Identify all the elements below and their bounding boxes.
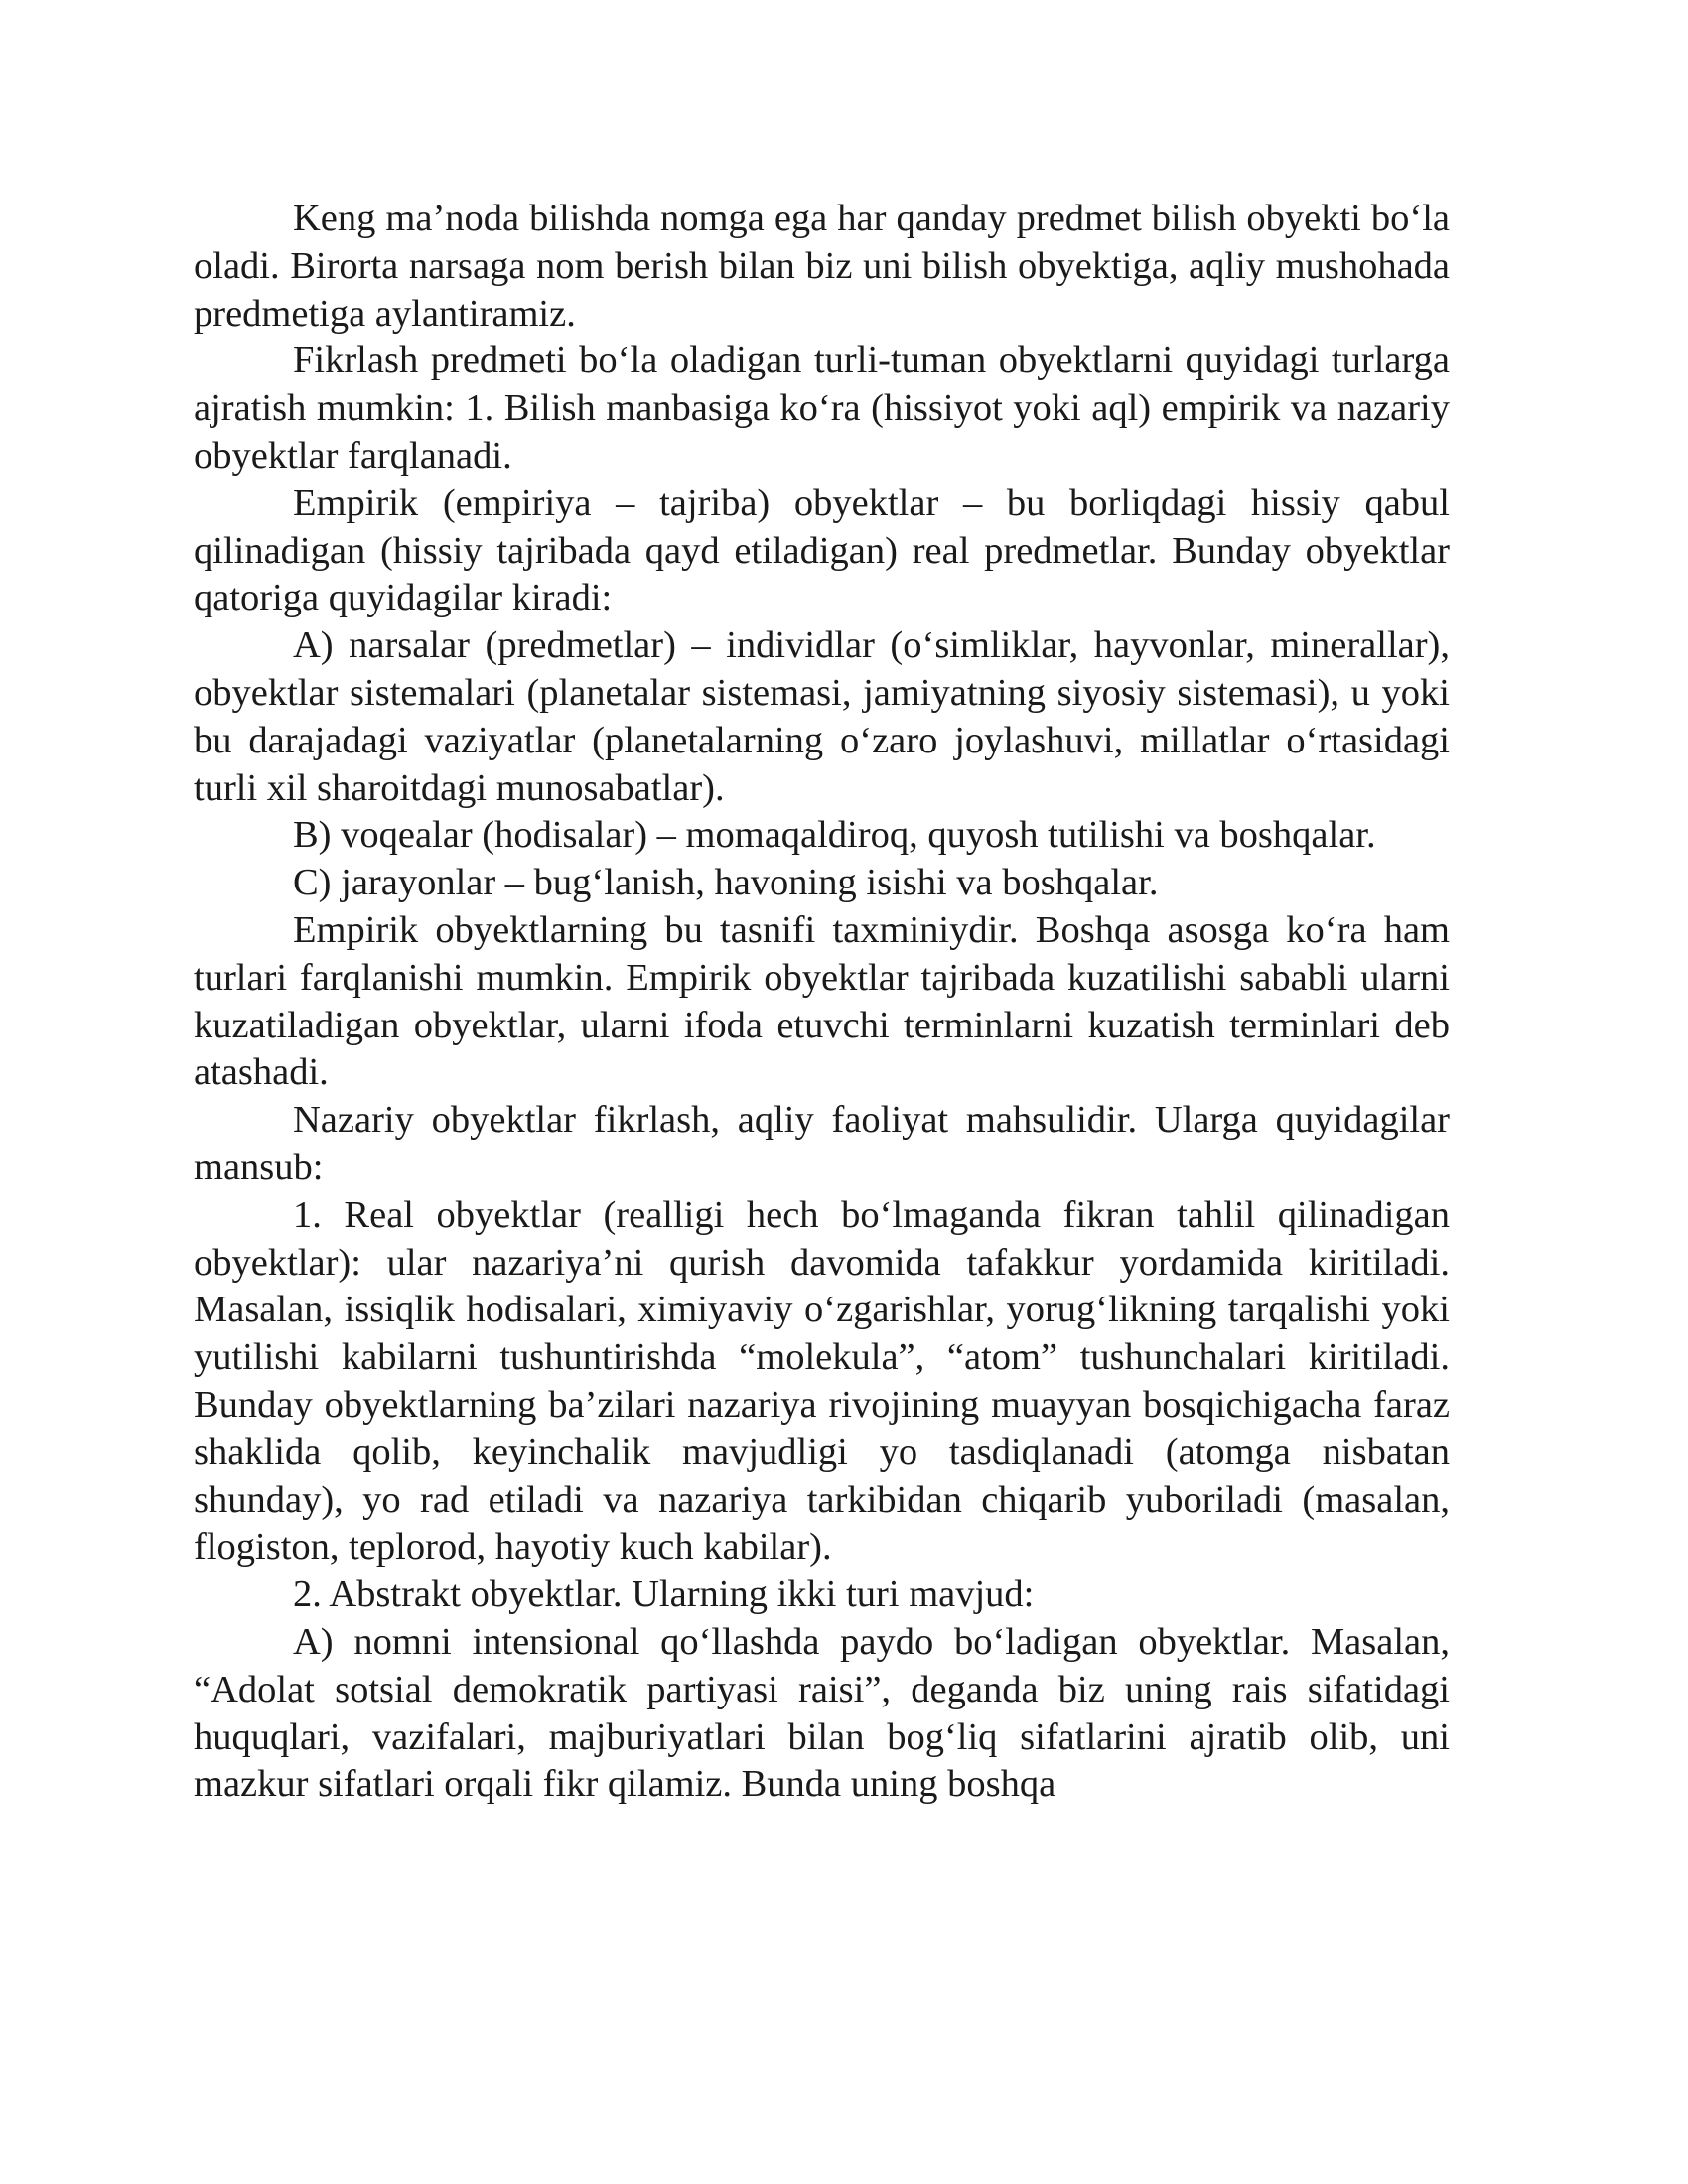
- paragraph: Empirik obyektlarning bu tasnifi taxminiydir. Boshqa asosga ko‘ra ham turlari farqlanishi mumkin. Empirik obyektlar tajribada kuzatilishi sababli ularni kuzatiladigan obyektlar, ularni ifoda etuvchi terminlarni kuzatish terminlari deb atashadi.: [194, 908, 1450, 1094]
- paragraph: Empirik (empiriya – tajriba) obyektlar – bu borliqdagi hissiy qabul qilinadigan (hissiy tajribada qayd etiladigan) real predmetlar. Bunday obyektlar qatoriga quyidagilar kiradi:: [194, 481, 1450, 619]
- paragraph: A) nomni intensional qo‘llashda paydo bo‘ladigan obyektlar. Masalan, “Adolat sotsial demokratik partiyasi raisi”, deganda biz uning rais sifatidagi huquqlari, vazifalari, majburiyatlari bilan bog‘liq sifatlarini ajratib olib, uni mazkur sifatlari orqali fikr qilamiz. Bunda uning boshqa: [194, 1620, 1450, 1806]
- paragraph: B) voqealar (hodisalar) – momaqaldiroq, quyosh tutilishi va boshqalar.: [293, 814, 1376, 857]
- paragraph: C) jarayonlar – bug‘lanish, havoning isishi va boshqalar.: [293, 862, 1159, 904]
- paragraph: A) narsalar (predmetlar) – individlar (o‘simliklar, hayvonlar, minerallar), obyektlar sistemalari (planetalar sistemasi, jamiyatning siyosiy sistemasi), u yoki bu darajadagi vaziyatlar (planetalarning o‘zaro joylashuvi, millatlar o‘rtasidagi turli xil sharoitdagi munosabatlar).: [194, 624, 1450, 809]
- paragraph: Keng ma’noda bilishda nomga ega har qanday predmet bilish obyekti bo‘la oladi. Birorta narsaga nom berish bilan biz uni bilish obyektiga, aqliy mushohada predmetiga aylantiramiz.: [194, 198, 1450, 335]
- paragraph: Nazariy obyektlar fikrlash, aqliy faoliyat mahsulidir. Ularga quyidagilar mansub:: [194, 1099, 1450, 1188]
- paragraph: 2. Abstrakt obyektlar. Ularning ikki turi mavjud:: [293, 1573, 1035, 1616]
- paragraph: Fikrlash predmeti bo‘la oladigan turli-tuman obyektlarni quyidagi turlarga ajratish mumkin: 1. Bilish manbasiga ko‘ra (hissiyot yoki aql) empirik va nazariy obyektlar farqlanadi.: [194, 340, 1450, 477]
- paragraph: 1. Real obyektlar (realligi hech bo‘lmaganda fikran tahlil qilinadigan obyektlar): ular nazariya’ni qurish davomida tafakkur yordamida kiritiladi. Masalan, issiqlik hodisalari, ximiyaviy o‘zgarishlar, yorug‘likning tarqalishi yoki yutilishi kabilarni tushuntirishda “molekula”, “atom” tushunchalari kiritiladi. Bunday obyektlarning ba’zilari nazariya rivojining muayyan bosqichigacha faraz shaklida qolib, keyinchalik mavjudligi yo tasdiqlanadi (atomga nisbatan shunday), yo rad etiladi va nazariya tarkibidan chiqarib yuboriladi (masalan, flogiston, teplorod, hayotiy kuch kabilar).: [194, 1193, 1450, 1569]
- document-page: [194, 196, 1450, 1809]
